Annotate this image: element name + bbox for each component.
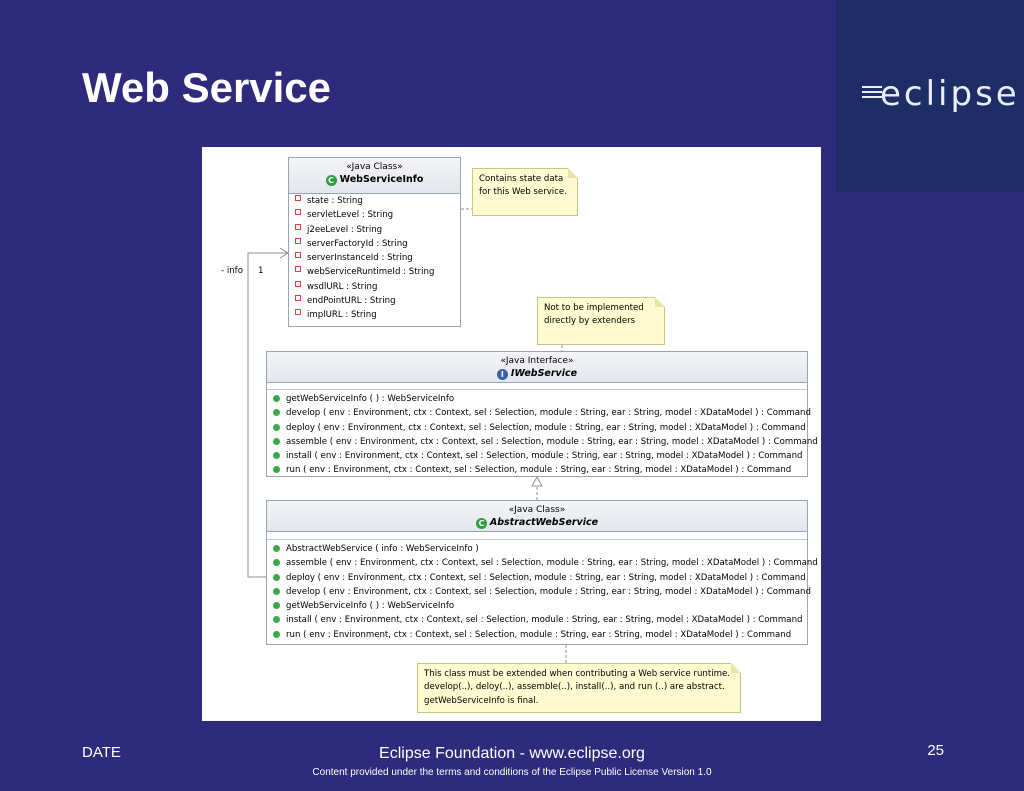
note-state: Contains state data for this Web service. [472,168,578,216]
footer-license: Content provided under the terms and conditions of the Eclipse Public License Version 1.0 [312,767,712,778]
attribute-row: webServiceRuntimeId : String [295,265,460,279]
note-fold [568,168,578,178]
attribute-row: serverFactoryId : String [295,237,460,251]
method-row: getWebServiceInfo ( ) : WebServiceInfo [273,392,807,406]
public-method-icon [273,616,280,623]
method-row: run ( env : Environment, ctx : Context, sel : Selection, module : String, ear : String, model : XDataModel ) : Command [273,628,807,642]
private-field-icon [295,238,301,244]
footer-organization: Eclipse Foundation - www.eclipse.org [379,745,645,762]
class-header [267,501,807,532]
private-field-icon [295,224,301,230]
class-c-icon: C [326,175,337,186]
private-field-icon [295,209,301,215]
public-method-icon [273,559,280,566]
note-interface: Not to be implemented directly by extenders [537,297,665,345]
private-field-icon [295,195,301,201]
class-webserviceinfo [288,157,461,327]
public-method-icon [273,545,280,552]
uml-diagram [202,147,821,721]
empty-attribute-compartment [267,383,807,390]
method-row: install ( env : Environment, ctx : Context, sel : Selection, module : String, ear : String, model : XDataModel ) : Command [273,449,807,463]
private-field-icon [295,281,301,287]
footer-date: DATE [82,744,121,761]
method-row: deploy ( env : Environment, ctx : Context, sel : Selection, module : String, ear : String, model : XDataModel ) : Command [273,421,807,435]
public-method-icon [273,424,280,431]
method-list [267,540,818,642]
class-header [289,158,460,194]
attribute-row: servletLevel : String [295,208,460,222]
attribute-row: j2eeLevel : String [295,223,460,237]
page-number: 25 [927,742,944,759]
method-row: AbstractWebService ( info : WebServiceInfo ) [273,542,807,556]
public-method-icon [273,438,280,445]
class-name: WebServiceInfo [339,174,424,185]
method-row: assemble ( env : Environment, ctx : Context, sel : Selection, module : String, ear : String, model : XDataModel ) : Command [273,435,807,449]
attribute-row: endPointURL : String [295,294,460,308]
method-row: develop ( env : Environment, ctx : Context, sel : Selection, module : String, ear : String, model : XDataModel ) : Command [273,585,807,599]
public-method-icon [273,409,280,416]
interface-header [267,352,807,383]
public-method-icon [273,631,280,638]
method-list [267,390,818,478]
public-method-icon [273,588,280,595]
eclipse-logo: eclipse [880,74,1020,114]
note-fold [731,663,741,673]
slide-title: Web Service [82,64,332,111]
realization-arrowhead [532,477,542,486]
interface-i-icon: I [497,369,508,380]
method-row: deploy ( env : Environment, ctx : Context, sel : Selection, module : String, ear : String, model : XDataModel ) : Command [273,571,807,585]
method-row: run ( env : Environment, ctx : Context, sel : Selection, module : String, ear : String, model : XDataModel ) : Command [273,463,807,477]
method-row: getWebServiceInfo ( ) : WebServiceInfo [273,599,807,613]
eclipse-logo-lines-icon [862,86,882,100]
class-name: AbstractWebService [489,517,599,528]
attribute-row: state : String [295,194,460,208]
empty-attribute-compartment [267,532,807,540]
public-method-icon [273,395,280,402]
attribute-list [289,194,460,323]
public-method-icon [273,466,280,473]
note-abstract: This class must be extended when contributing a Web service runtime. develop(..), deloy(..), assemble(..), install(..), and run (..) are abstract. getWebServiceInfo is final. [417,663,741,713]
association-multiplicity-label: 1 [258,266,264,276]
class-stereotype: «Java Class» [346,162,403,172]
interface-name: IWebService [510,368,578,379]
private-field-icon [295,295,301,301]
interface-stereotype: «Java Interface» [500,356,574,366]
attribute-row: implURL : String [295,308,460,322]
method-row: assemble ( env : Environment, ctx : Context, sel : Selection, module : String, ear : String, model : XDataModel ) : Command [273,556,807,570]
attribute-row: serverInstanceId : String [295,251,460,265]
note-fold [655,297,665,307]
class-abstractwebservice [266,500,818,645]
public-method-icon [273,574,280,581]
private-field-icon [295,252,301,258]
public-method-icon [273,452,280,459]
method-row: develop ( env : Environment, ctx : Context, sel : Selection, module : String, ear : String, model : XDataModel ) : Command [273,406,807,420]
public-method-icon [273,602,280,609]
attribute-row: wsdlURL : String [295,280,460,294]
association-role-label: - info [221,266,243,276]
class-c-icon: C [476,518,487,529]
method-row: install ( env : Environment, ctx : Context, sel : Selection, module : String, ear : String, model : XDataModel ) : Command [273,613,807,627]
private-field-icon [295,266,301,272]
class-stereotype: «Java Class» [508,505,566,515]
private-field-icon [295,309,301,315]
interface-iwebservice [266,351,818,477]
